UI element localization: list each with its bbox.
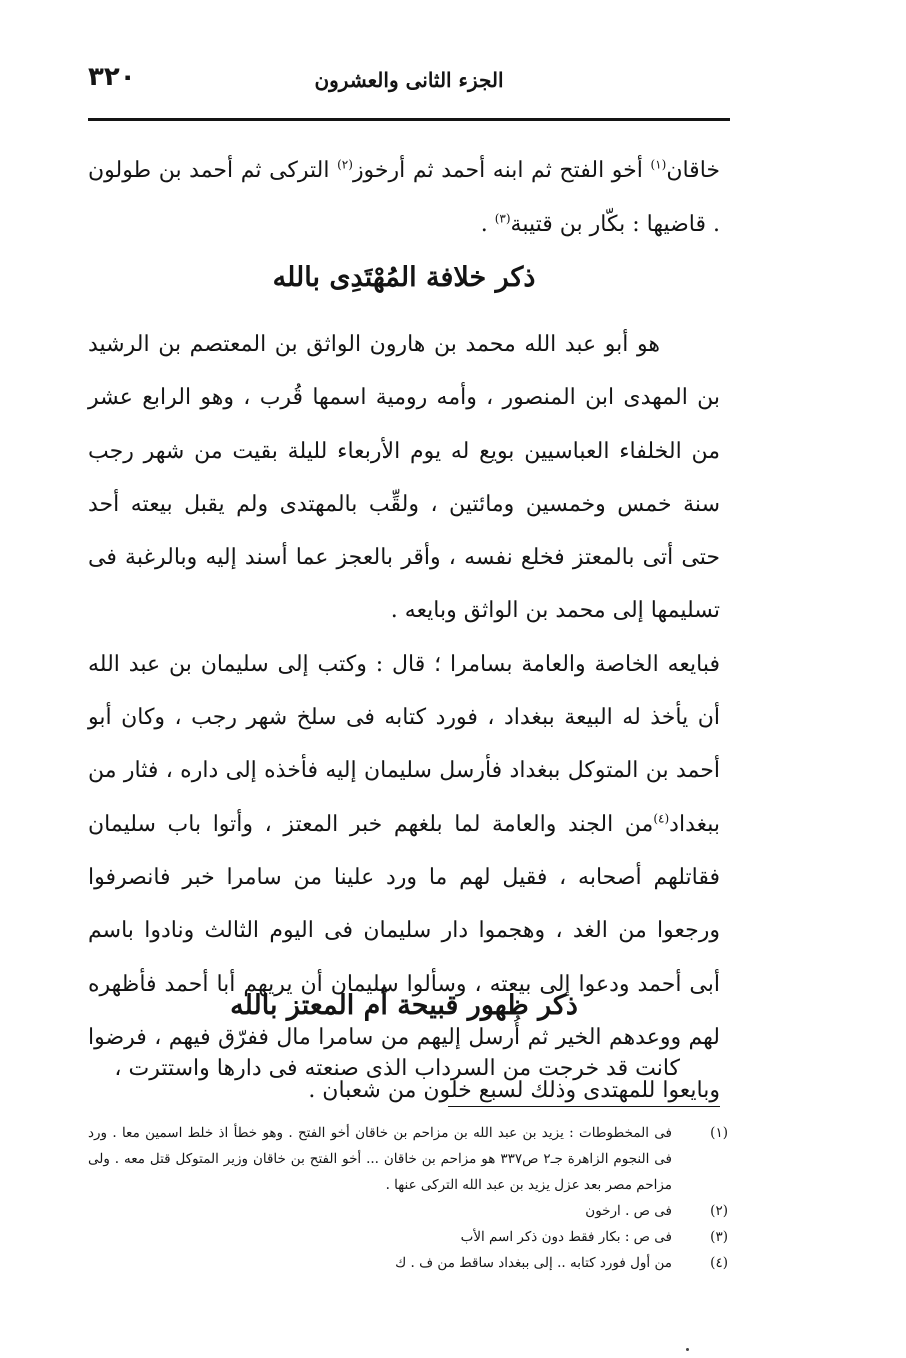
opening-text-d: . [480,212,495,237]
footnote-number: (٣) [710,1229,728,1245]
footnote-text: من أول فورد كتابه .. إلى ببغداد ساقط من ف . ك [395,1255,672,1271]
header-rule [88,118,730,121]
footnote-4 [88,1250,728,1276]
footnote-1 [88,1120,728,1198]
section-heading-muhtadi: ذكر خلافة المُهْتَدِى بالله [272,262,536,293]
footnote-ref-4: (٤) [653,811,670,826]
scan-dot-mark [686,1348,689,1351]
footnote-3 [88,1224,728,1250]
footnote-number: (٤) [710,1255,728,1271]
page-number: ٣٢٠ [88,62,136,92]
section1-p2-text-b: من الجند والعامة لما بلغهم خبر المعتز ، وأتوا باب سليمان فقاتلهم أصحابه ، فقيل لهم ما ورد علينا من سامرا خبر فانصرفوا ورجعوا من الغد ، وهجموا دار سليمان فى اليوم الثالث ونادوا باسم أبى أحمد ودعوا إلى بيعته ، وسألوا سليمان أن يريهم أبا أحمد فأظهره لهم ووعدهم الخير ثم أُرسل إليهم من سامرا مال ففرّق فيهم ، فرضوا وبايعوا للمهتدى وذلك لسبع خلون من شعبان . [88,811,720,1104]
footnote-text: فى المخطوطات : يزيد بن عبد الله بن مزاحم بن خاقان أخو الفتح . وهو خطأ اذ خلط اسمين معا . ورد فى النجوم الزاهرة جـ٢ ص٣٣٧ هو مزاحم بن خاقان ... أخو الفتح بن خاقان وزير المتوكل قتل معه . ولى مزاحم مصر بعد عزل يزيد بن عبد الله التركى عنها . [88,1125,672,1193]
footnote-text: فى ص : بكار فقط دون ذكر اسم الأب [460,1229,672,1245]
footnote-rule [448,1106,720,1107]
section1-p2-text-a: فبايعه الخاصة والعامة بسامرا ؛ قال : وكتب إلى سليمان بن عبد الله أن يأخذ له البيعة ببغداد ، فورد كتابه فى سلخ شهر رجب ، وكان أبو أحمد بن المتوكل ببغداد فأرسل سليمان إليه فأخذه إلى داره ، فثار من ببغداد [88,651,720,837]
section1-paragraph-1: هو أبو عبد الله محمد بن هارون الواثق بن المعتصم بن الرشيد بن المهدى ابن المنصور ، وأمه رومية اسمها قُرب ، وهو الرابع عشر من الخلفاء العباسيين بويع له يوم الأربعاء لليلة بقيت من شهر رجب سنة خمس وخمسين ومائتين ، ولقِّب بالمهتدى ولم يقبل بيعته أحد حتى أتى بالمعتز فخلع نفسه ، وأقر بالعجز عما أسند إليه وبالرغبة فى تسليمها إلى محمد بن الواثق وبايعه . [88,332,720,624]
footnote-ref-3: (٣) [494,211,511,226]
footnote-number: (١) [710,1125,728,1141]
footnote-text: فى ص . ارخون [585,1203,672,1219]
opening-text-a: خاقان [666,158,720,183]
section-heading-qabiha: ذكر ظهور قبيحة أم المعتز بالله [230,990,578,1021]
footnote-number: (٢) [710,1203,728,1219]
footnotes [88,1120,728,1276]
section2-paragraph-1: كانت قد خرجت من السرداب الذى صنعته فى دارها واستترت ، [114,1056,680,1081]
running-head [88,60,730,104]
running-title: الجزء الثانى والعشرون [314,68,504,92]
footnote-ref-1: (١) [650,157,667,172]
footnote-2 [88,1198,728,1224]
opening-paragraph [88,144,720,252]
footnote-ref-2: (٢) [337,157,353,172]
opening-text-b: أخو الفتح ثم ابنه أحمد ثم أرخوز [352,158,651,183]
opening-text-c: التركى ثم أحمد بن طولون . قاضيها : بكّار بن قتيبة [88,158,720,237]
